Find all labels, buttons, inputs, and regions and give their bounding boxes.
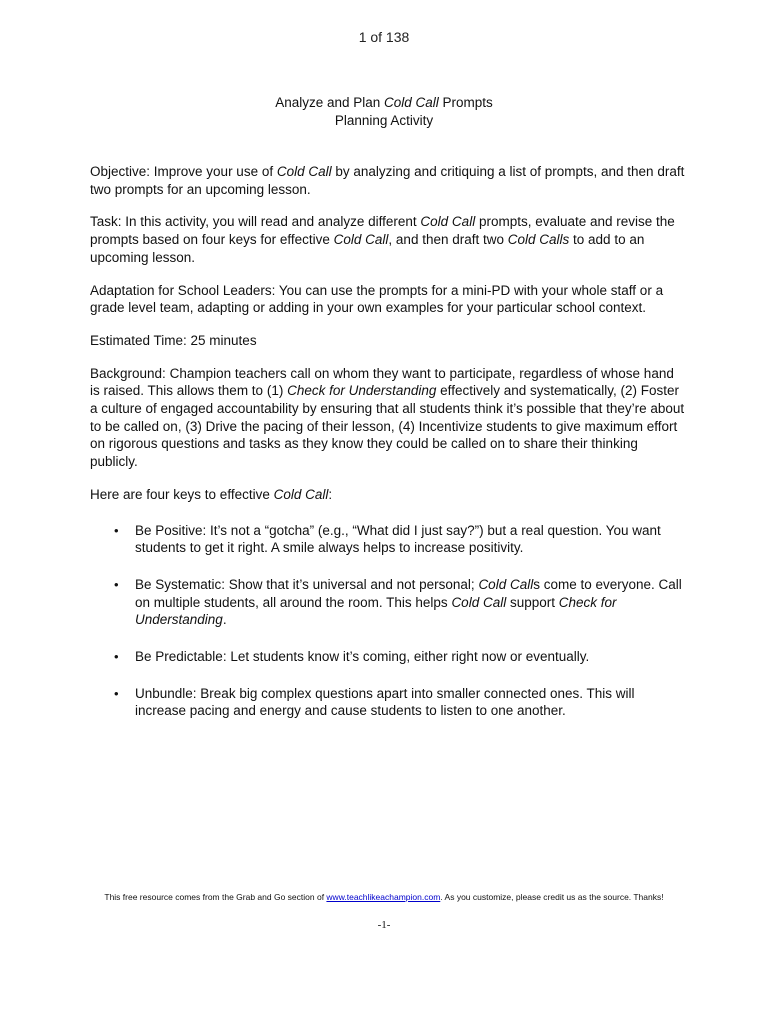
task-paragraph: Task: In this activity, you will read and analyze different Cold Call prompts, evaluate and revise the prompts based on four keys for effective Cold Call, and then draft two Cold Calls to add to an upcoming lesson. [90,214,675,265]
bullet-icon: • [114,685,119,701]
page-counter: 1 of 138 [358,29,410,45]
bullet-icon: • [114,522,119,538]
list-item: • Be Positive: It’s not a “gotcha” (e.g., “What did I just say?”) but a real question. You want students to get it right. A smile always helps to increase positivity. [114,522,661,556]
keys-intro-paragraph: Here are four keys to effective Cold Call: [90,486,333,502]
title-line-1: Analyze and Plan Cold Call Prompts [275,95,493,110]
estimated-time-value: 25 minutes [186,332,257,348]
objective-paragraph: Objective: Improve your use of Cold Call by analyzing and critiquing a list of prompts, and then draft two prompts for an upcoming lesson. [90,164,685,197]
key-label: Be Predictable [135,649,223,665]
background-paragraph: Background: Champion teachers call on whom they want to participate, regardless of whose hand is raised. This allows them to (1) Check for Understanding effectively and systematically, (2) Foster a culture of engaged accountability by ensuring that all students think it’s possible that they’re about to be called on, (3) Drive the pacing of their lesson, (4) Incentivize students to give maximum effort on rigorous questions and tasks as they know they could be called on to share their thinking publicly. [90,365,685,470]
document-body [90,163,686,739]
key-label: Be Positive [135,522,203,538]
list-item: • Be Predictable: Let students know it’s coming, either right now or eventually. [114,649,590,665]
title-line-2: Planning Activity [334,113,434,128]
keys-list [90,522,686,721]
background-label: Background: [90,365,166,381]
list-item: • Unbundle: Break big complex questions apart into smaller connected ones. This will increase pacing and energy and cause students to listen to one another. [114,685,635,719]
document-title [0,94,768,130]
objective-label: Objective: [90,164,151,179]
estimated-time-paragraph [90,332,686,350]
estimated-time-label: Estimated Time: [90,332,187,348]
adaptation-paragraph: Adaptation for School Leaders: You can use the prompts for a mini-PD with your whole staff or a grade level team, adapting or adding in your own examples for your particular school context. [90,282,664,316]
teachlikeachampion-link[interactable]: www.teachlikeachampion.com [326,892,441,902]
page-number: -1- [377,919,391,931]
footer-credit: This free resource comes from the Grab and Go section of www.teachlikeachampion.com. As you customize, please credit us as the source. Thanks! [104,892,664,902]
adaptation-label: Adaptation for School Leaders: [90,282,276,298]
key-label: Be Systematic [135,576,222,592]
bullet-icon: • [114,576,119,592]
list-item: • Be Systematic: Show that it’s universal and not personal; Cold Calls come to everyone. Call on multiple students, all around the room. This helps Cold Call support Check for Understanding. [114,576,682,628]
task-label: Task: [90,214,122,230]
key-label: Unbundle [135,685,193,701]
bullet-icon: • [114,649,119,665]
